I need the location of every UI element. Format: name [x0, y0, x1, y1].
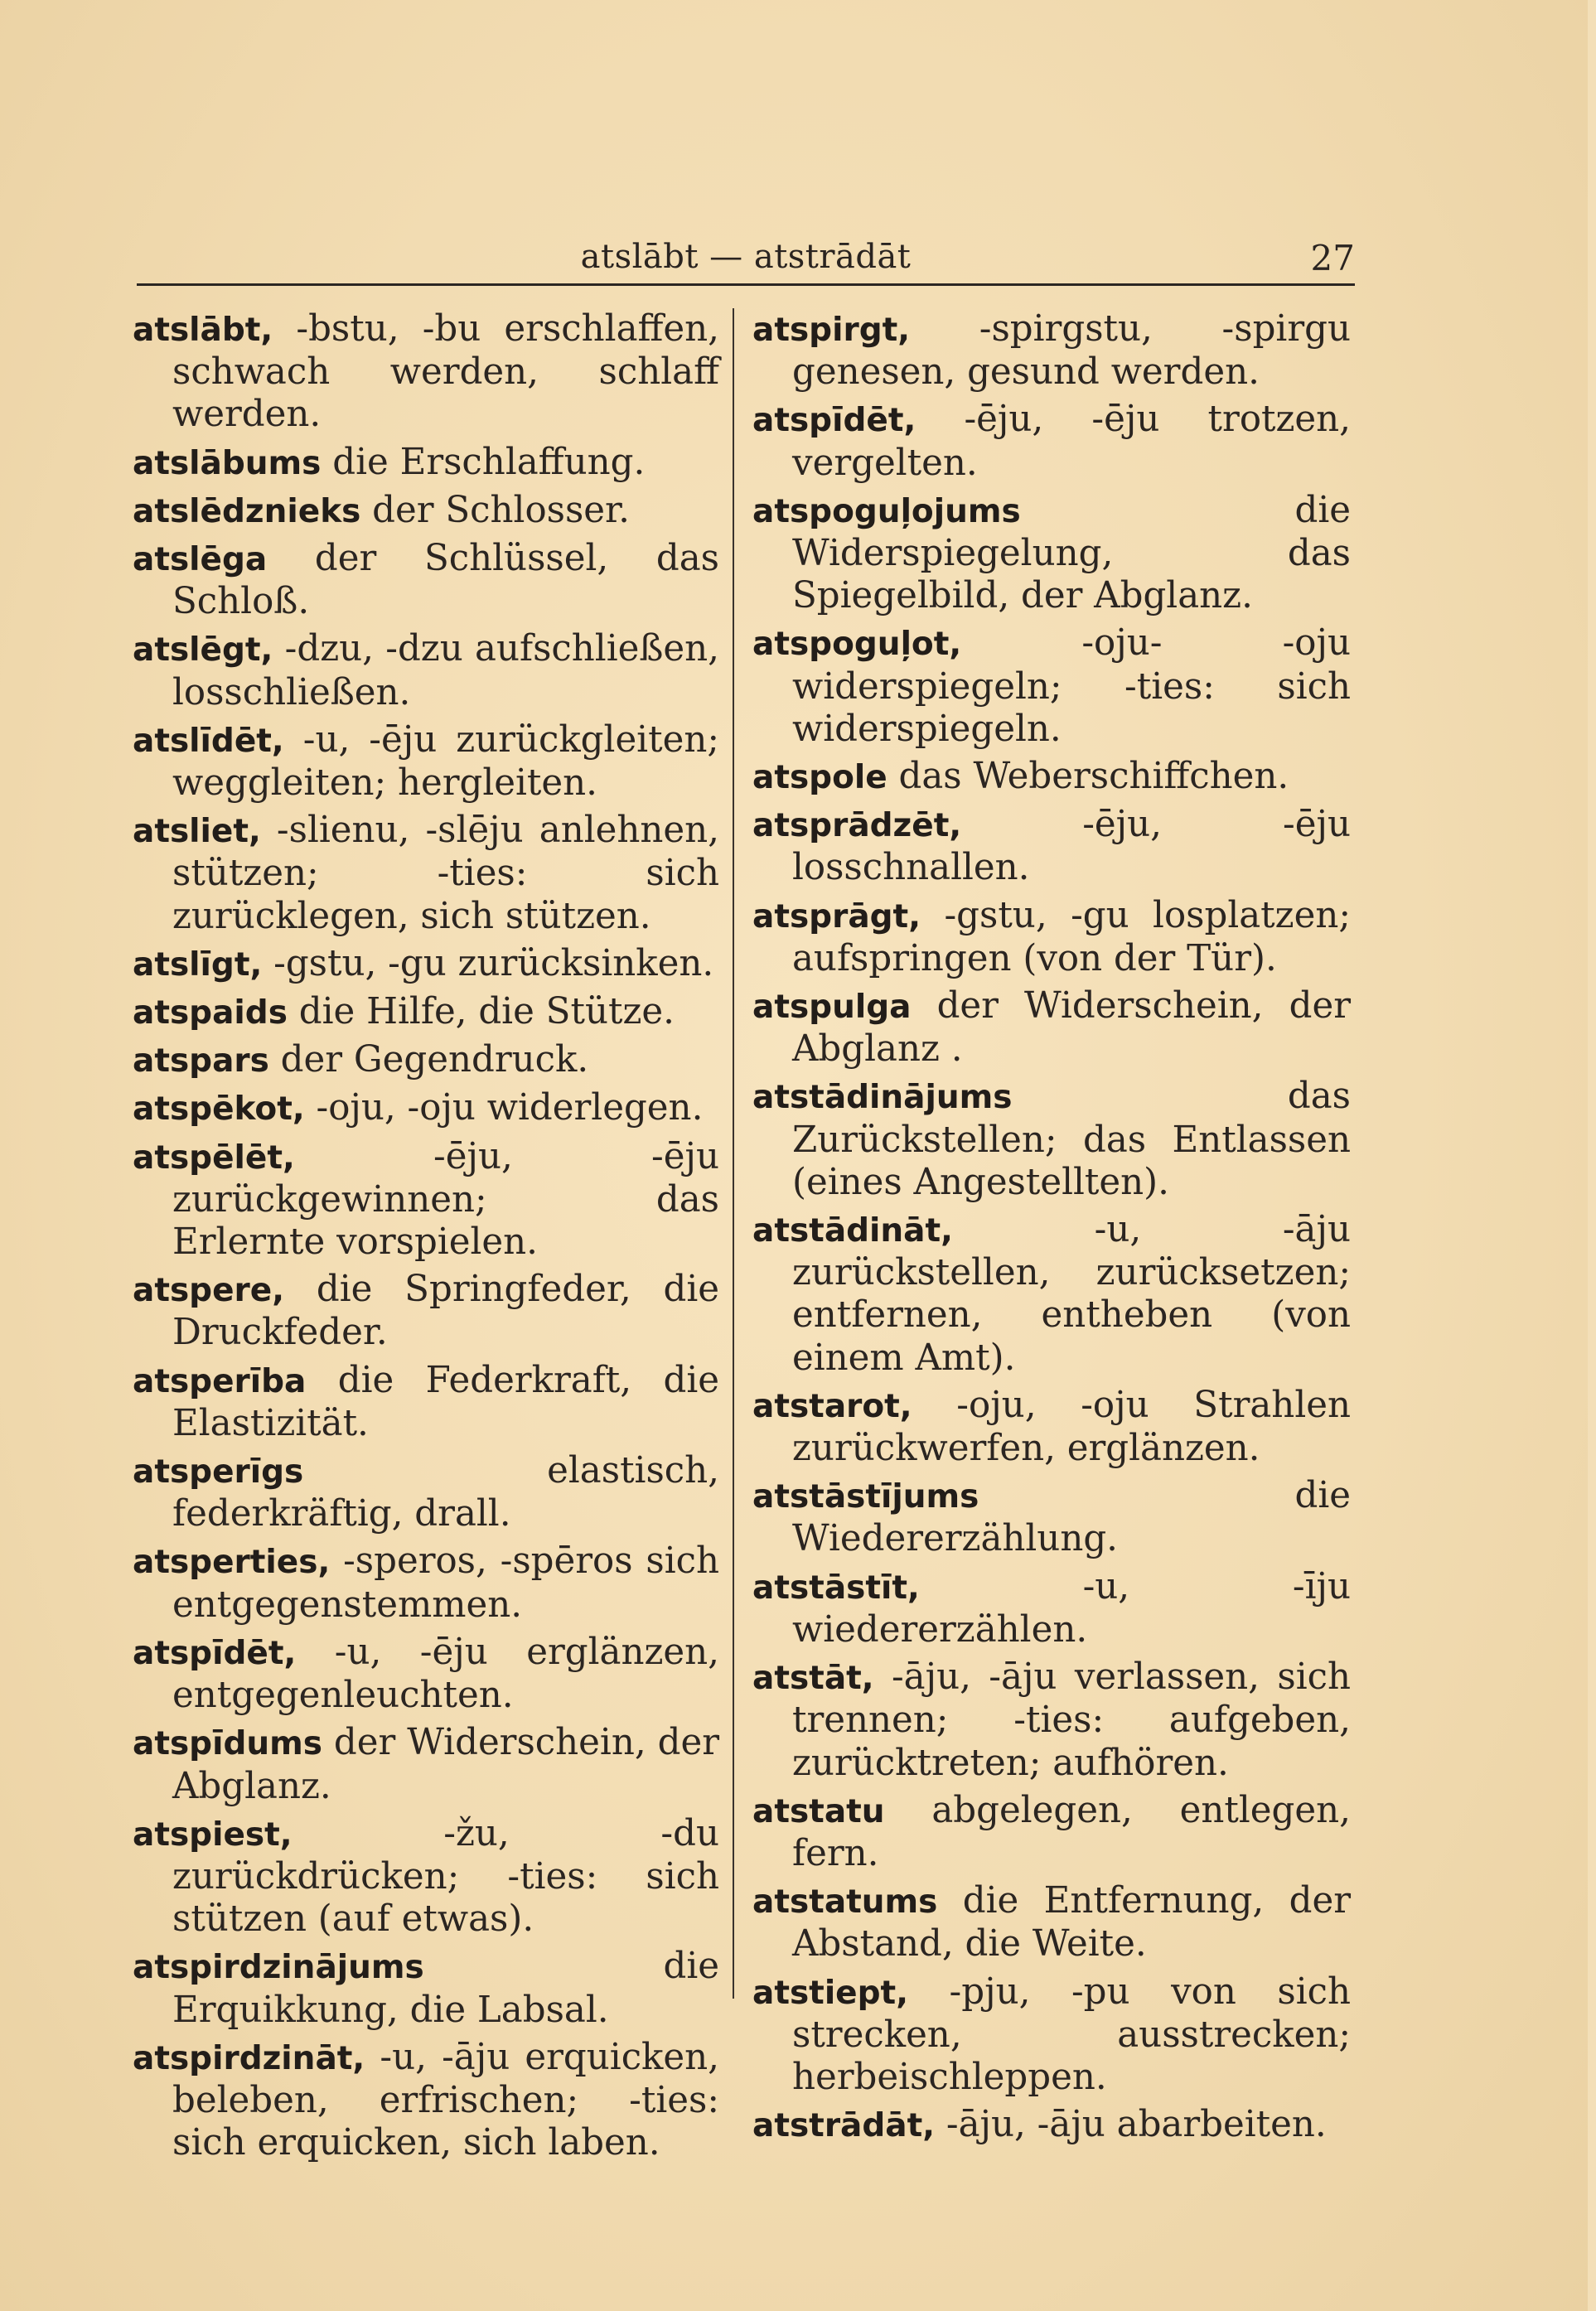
entry-definition: -spirgstu, -spirgu genesen, gesund werden. [792, 308, 1351, 394]
entry-headword: atslēdznieks [133, 492, 361, 530]
entry-headword: atstatu [752, 1792, 885, 1830]
entry-headword: atspoguļot, [752, 626, 962, 664]
entry-headword: atsprāgt, [752, 897, 921, 936]
dictionary-entry [133, 490, 719, 533]
dictionary-entry [133, 1722, 719, 1807]
dictionary-entry [133, 1360, 719, 1445]
dictionary-entry [752, 1656, 1351, 1785]
dictionary-entry [133, 1946, 719, 2031]
entry-headword: atspole [752, 759, 887, 797]
entry-definition: -dzu, -dzu aufschließen, losschließen. [172, 628, 719, 713]
entry-headword: atslīdēt, [133, 722, 284, 760]
page-header [137, 236, 1355, 286]
entry-definition: -u, -āju erquicken, beleben, erfrischen; -ties: sich erquicken, sich laben. [172, 2036, 719, 2164]
dictionary-entry [752, 622, 1351, 751]
entry-headword: atslābt, [133, 312, 273, 349]
entry-definition: -u, -āju zurückstellen, zurücksetzen; entfernen, entheben (von einem Amt). [792, 1209, 1351, 1379]
dictionary-entry [752, 399, 1351, 484]
dictionary-entry [752, 1880, 1351, 1965]
dictionary-entry [133, 1813, 719, 1941]
entry-headword: atspoguļojums [752, 492, 1021, 530]
entry-definition: die Widerspiegelung, das Spiegelbild, der Abglanz. [792, 489, 1351, 617]
dictionary-entry [133, 1039, 719, 1082]
dictionary-entry [133, 2037, 719, 2165]
dictionary-entry [133, 943, 719, 986]
dictionary-entry [752, 985, 1351, 1071]
entry-definition: -u, -īju wiedererzählen. [792, 1565, 1351, 1651]
dictionary-entry [752, 1566, 1351, 1651]
entry-headword: atspars [133, 1042, 269, 1081]
dictionary-entry [752, 756, 1351, 799]
entry-definition: der Schlüssel, das Schloß. [172, 538, 719, 623]
entry-headword: atspirdzinājums [133, 1949, 424, 1987]
entry-definition: -ēju, -ēju losschnallen. [792, 804, 1351, 889]
dictionary-entry [752, 1209, 1351, 1380]
entry-headword: atsliet, [133, 813, 261, 851]
dictionary-entry [133, 308, 719, 437]
entry-definition: -āju, -āju verlassen, sich trennen; -ties: aufgeben, zurücktreten; aufhören. [792, 1656, 1351, 1784]
left-column [133, 308, 719, 2169]
header-rule [137, 283, 1355, 286]
entry-headword: atslēga [133, 541, 268, 579]
entry-headword: atsperība [133, 1362, 307, 1400]
dictionary-entry [133, 1450, 719, 1535]
dictionary-entry [752, 895, 1351, 980]
entry-definition: die Springfeder, die Druckfeder. [172, 1269, 719, 1354]
entry-definition: -gstu, -gu zurücksinken. [262, 942, 714, 984]
dictionary-entry [752, 490, 1351, 618]
entry-definition: der Schlosser. [360, 489, 630, 531]
entry-definition: -speros, -spēros sich entgegenstemmen. [172, 1540, 719, 1626]
entry-definition: -oju, -oju Strahlen zurückwerfen, erglänzen. [792, 1384, 1351, 1470]
entry-headword: atslīgt, [133, 945, 263, 984]
entry-headword: atsperīgs [133, 1453, 304, 1492]
entry-headword: atstāstīt, [752, 1569, 920, 1607]
entry-headword: atspaids [133, 994, 288, 1032]
dictionary-entry [133, 810, 719, 938]
dictionary-entry [133, 719, 719, 805]
entry-headword: atslēgt, [133, 631, 273, 670]
entry-headword: atspere, [133, 1272, 285, 1310]
entry-definition: der Widerschein, der Abglanz. [172, 1722, 719, 1807]
entry-headword: atsprādzēt, [752, 807, 962, 845]
entry-definition: abgelegen, entlegen, fern. [792, 1789, 1351, 1874]
dictionary-entry [133, 991, 719, 1034]
entry-definition: -bstu, -bu erschlaffen, schwach werden, schlaff werden. [172, 308, 719, 436]
entry-headword: atspēlēt, [133, 1139, 295, 1177]
entry-headword: atstarot, [752, 1387, 912, 1425]
entry-definition: -žu, -du zurückdrücken; -ties: sich stützen (auf etwas). [172, 1812, 719, 1941]
entry-definition: -pju, -pu von sich strecken, ausstrecken; herbeischleppen. [792, 1970, 1351, 2098]
entry-headword: atstāstījums [752, 1478, 979, 1516]
entry-headword: atspīdēt, [752, 402, 916, 440]
entry-definition: das Zurückstellen; das Entlassen (eines Angestellten). [792, 1076, 1351, 1203]
entry-definition: die Erschlaffung. [321, 441, 646, 483]
entry-headword: atspirgt, [752, 312, 911, 349]
dictionary-entry [133, 628, 719, 713]
page-number: 27 [1310, 238, 1355, 278]
entry-definition: die Erquikkung, die Labsal. [172, 1946, 719, 2031]
entry-headword: atspēkot, [133, 1090, 305, 1129]
entry-headword: atstatums [752, 1883, 938, 1922]
entry-headword: atslābums [133, 444, 322, 482]
entry-definition: -u, -ēju erglänzen, entgegenleuchten. [172, 1631, 719, 1717]
entry-headword: atspulga [752, 989, 912, 1027]
dictionary-entry [752, 1385, 1351, 1470]
column-divider [733, 308, 734, 1999]
entry-headword: atstiept, [752, 1974, 909, 2012]
entry-definition: die Entfernung, der Abstand, die Weite. [792, 1880, 1351, 1965]
dictionary-entry [752, 804, 1351, 889]
dictionary-entry [133, 1136, 719, 1264]
entry-definition: -u, -ēju zurückgleiten; weggleiten; hergleiten. [172, 718, 719, 805]
entry-headword: atspiest, [133, 1815, 293, 1854]
entry-definition: -ēju, -ēju zurückgewinnen; das Erlernte vorspielen. [172, 1135, 719, 1264]
entry-headword: atspīdums [133, 1725, 322, 1763]
dictionary-entry [133, 538, 719, 623]
entry-definition: -āju, -āju abarbeiten. [935, 2104, 1327, 2146]
dictionary-entry [133, 442, 719, 485]
entry-definition: die Federkraft, die Elastizität. [172, 1359, 719, 1444]
entry-definition: die Hilfe, die Stütze. [287, 991, 675, 1033]
dictionary-entry [752, 1790, 1351, 1875]
entry-definition: -slienu, -slēju anlehnen, stützen; -ties: sich zurücklegen, sich stützen. [172, 810, 719, 937]
dictionary-entry [133, 1269, 719, 1354]
entry-headword: atspirdzināt, [133, 2039, 365, 2077]
entry-definition: der Widerschein, der Abglanz . [792, 985, 1351, 1071]
entry-definition: -gstu, -gu losplatzen; aufspringen (von der Tür). [792, 894, 1351, 979]
dictionary-entry [133, 1540, 719, 1626]
dictionary-entry [133, 1632, 719, 1717]
dictionary-entry [752, 1475, 1351, 1560]
entry-definition: -ēju, -ēju trotzen, vergelten. [792, 399, 1351, 484]
entry-definition: das Weberschiffchen. [887, 756, 1289, 798]
entry-definition: -oju- -oju widerspiegeln; -ties: sich widerspiegeln. [792, 622, 1351, 750]
entry-headword: atstāt, [752, 1660, 874, 1698]
entry-headword: atstrādāt, [752, 2107, 936, 2145]
entry-definition: -oju, -oju widerlegen. [304, 1087, 704, 1129]
dictionary-entry [133, 1087, 719, 1130]
entry-definition: der Gegendruck. [268, 1039, 589, 1081]
entry-headword: atspīdēt, [133, 1634, 297, 1672]
entry-headword: atstādināt, [752, 1212, 953, 1250]
entry-headword: atstādinājums [752, 1079, 1013, 1117]
entry-definition: die Wiedererzählung. [792, 1475, 1351, 1560]
dictionary-entry [752, 1971, 1351, 2100]
entry-definition: elastisch, federkräftig, drall. [172, 1450, 719, 1535]
dictionary-entry [752, 1076, 1351, 1204]
dictionary-entry [752, 2104, 1351, 2147]
running-head: atslābt — atstrādāt [580, 238, 912, 276]
entry-headword: atsperties, [133, 1544, 331, 1582]
dictionary-entry [752, 308, 1351, 394]
right-column [752, 308, 1351, 2152]
